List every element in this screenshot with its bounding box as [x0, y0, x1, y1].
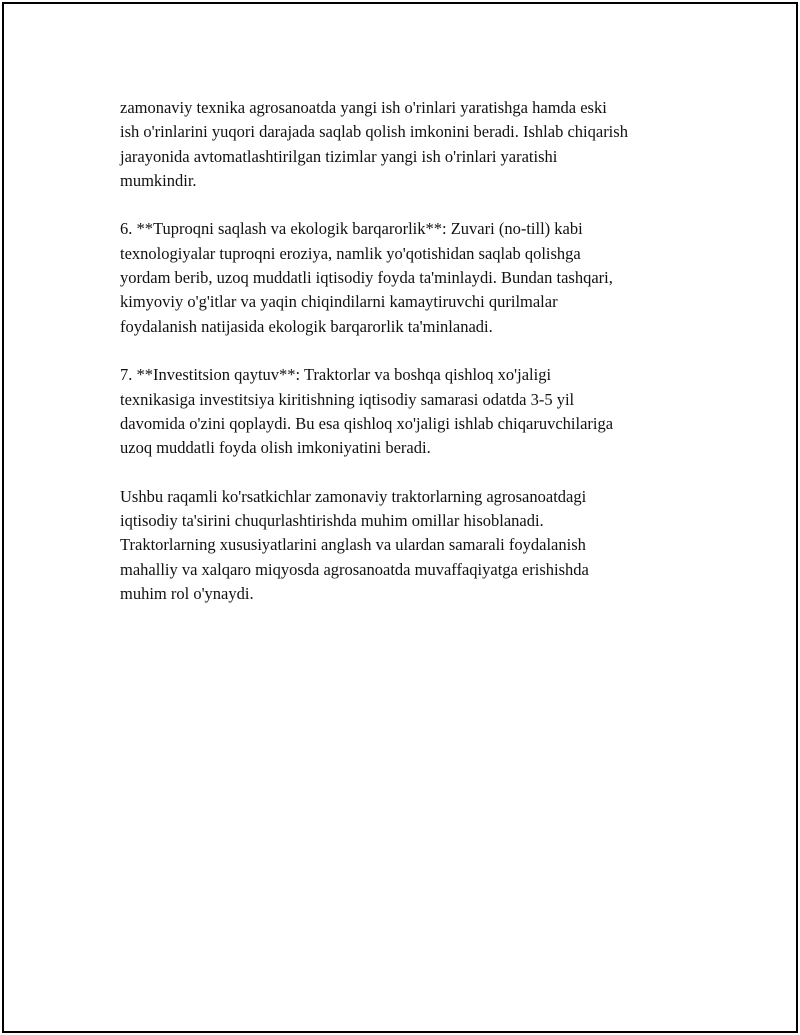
- text-line: kimyoviy o'g'itlar va yaqin chiqindilarni kamaytiruvchi qurilmalar: [120, 292, 558, 312]
- document-page: [2, 2, 798, 1033]
- text-line: muhim rol o'ynaydi.: [120, 583, 254, 603]
- text-line: jarayonida avtomatlashtirilgan tizimlar yangi ish o'rinlari yaratishi: [120, 146, 558, 166]
- text-line: mahalliy va xalqaro miqyosda agrosanoatda muvaffaqiyatga erishishda: [120, 559, 589, 579]
- text-line: 7. **Investitsion qaytuv**: Traktorlar va boshqa qishloq xo'jaligi: [120, 365, 552, 385]
- text-line: foydalanish natijasida ekologik barqarorlik ta'minlanadi.: [120, 316, 493, 336]
- text-line: texnikasiga investitsiya kiritishning iqtisodiy samarasi odatda 3-5 yil: [120, 389, 575, 409]
- text-line: zamonaviy texnika agrosanoatda yangi ish o'rinlari yaratishga hamda eski: [120, 98, 607, 117]
- text-line: davomida o'zini qoplaydi. Bu esa qishloq xo'jaligi ishlab chiqaruvchilariga: [120, 413, 614, 433]
- text-line: uzoq muddatli foyda olish imkoniyatini beradi.: [120, 438, 431, 458]
- document-body: [120, 96, 700, 631]
- text-line: Traktorlarning xususiyatlarini anglash va ulardan samarali foydalanish: [120, 535, 586, 555]
- paragraph-investment-return: [120, 363, 700, 460]
- text-line: Ushbu raqamli ko'rsatkichlar zamonaviy traktorlarning agrosanoatdagi: [120, 486, 587, 506]
- text-line: 6. **Tuproqni saqlash va ekologik barqarorlik**: Zuvari (no-till) kabi: [120, 219, 583, 239]
- text-line: mumkindir.: [120, 170, 197, 190]
- paragraph-soil-conservation: [120, 217, 700, 338]
- text-line: texnologiyalar tuproqni eroziya, namlik yo'qotishidan saqlab qolishga: [120, 243, 581, 263]
- text-line: yordam berib, uzoq muddatli iqtisodiy foyda ta'minlaydi. Bundan tashqari,: [120, 268, 613, 288]
- paragraph-conclusion: [120, 485, 700, 606]
- text-line: iqtisodiy ta'sirini chuqurlashtirishda muhim omillar hisoblanadi.: [120, 511, 544, 531]
- text-line: ish o'rinlarini yuqori darajada saqlab qolish imkonini beradi. Ishlab chiqarish: [120, 122, 628, 142]
- paragraph-employment: [120, 96, 700, 193]
